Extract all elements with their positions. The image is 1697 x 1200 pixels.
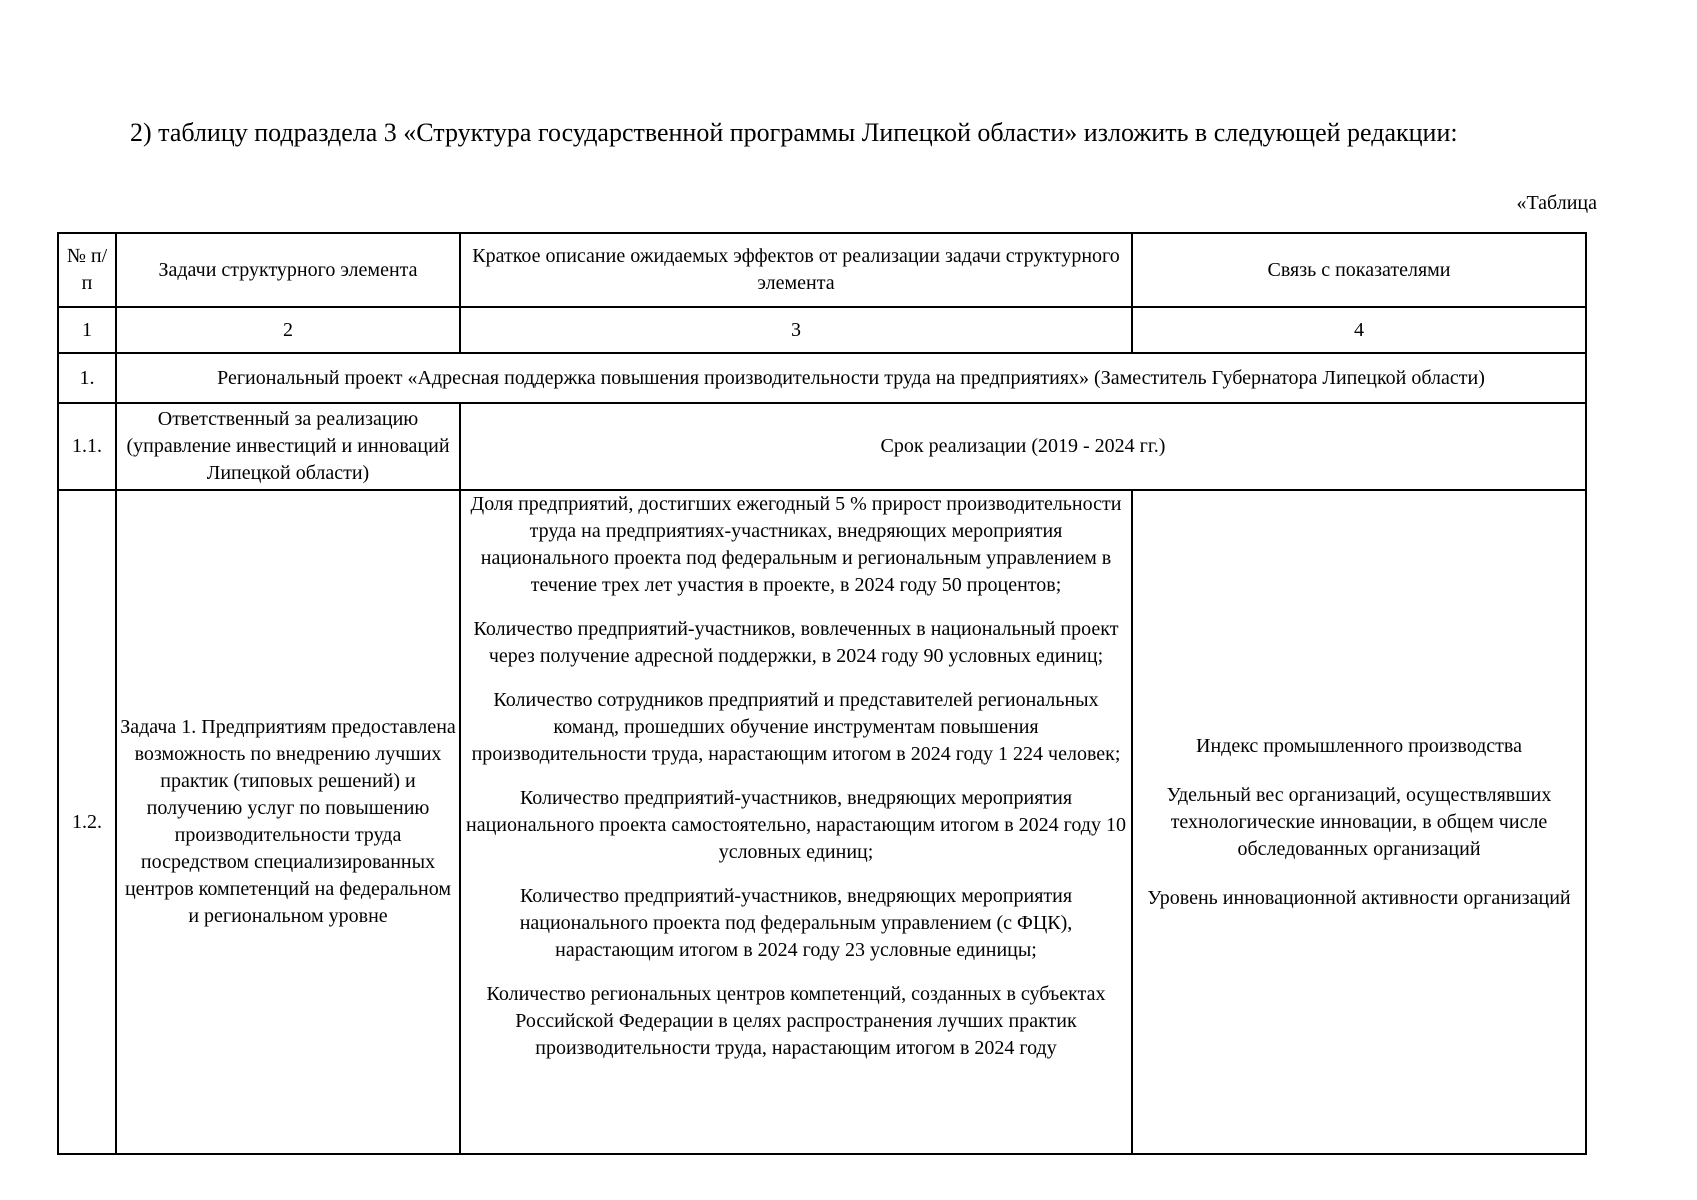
indicator: Индекс промышленного производства [1196,734,1522,757]
expected-effect: Количество предприятий-участников, внедряющих мероприятия национального проекта под федеральным управлением (с ФЦК), нарастающим итогом в 2024 году 23 условные единицы; [519,885,1073,961]
expected-effect: Количество предприятий-участников, внедряющих мероприятия национального проекта самостоятельно, нарастающим итогом в 2024 году 10 условных единиц; [466,787,1126,863]
column-number: 1 [58,307,116,353]
task-row [58,490,1586,1154]
indicators-cell [1132,490,1586,1154]
expected-effect: Доля предприятий, достигших ежегодный 5 % прирост производительности труда на предприятиях-участниках, внедряющих мероприятия национального проекта под федеральным и региональным управлением в течение трех лет участия в проекте, в 2024 году 50 процентов; [470,493,1122,596]
structure-table [57,232,1587,1155]
task-description: Задача 1. Предприятиям предоставлена возможность по внедрению лучших практик (типовых решений) и получению услуг по повышению производительности труда посредством специализированных центров компетенций на федеральном и региональном уровне [116,490,460,1154]
implementation-period: Срок реализации (2019 - 2024 гг.) [460,403,1586,490]
expected-effect: Количество сотрудников предприятий и представителей региональных команд, прошедших обучение инструментам повышения производительности труда, нарастающим итогом в 2024 году 1 224 человек; [471,689,1121,765]
column-number: 2 [116,307,460,353]
project-title: Региональный проект «Адресная поддержка повышения производительности труда на предприятиях» (Заместитель Губернатора Липецкой области) [116,353,1586,403]
task-num: 1.2. [58,490,116,1154]
header-num: № п/п [58,233,116,307]
header-row [58,233,1586,307]
responsible-row [58,403,1586,490]
table-label: «Таблица [1516,192,1597,214]
column-number: 4 [1132,307,1586,353]
indicator: Уровень инновационной активности организаций [1147,886,1571,909]
column-number: 3 [460,307,1132,353]
responsible-num: 1.1. [58,403,116,490]
expected-effects-cell [460,490,1132,1154]
header-indicators: Связь с показателями [1132,233,1586,307]
expected-effect: Количество предприятий-участников, вовлеченных в национальный проект через получение адресной поддержки, в 2024 году 90 условных единиц; [473,618,1119,667]
expected-effect: Количество региональных центров компетенций, созданных в субъектах Российской Федерации в целях распространения лучших практик производительности труда, нарастающим итогом в 2024 году [486,983,1106,1059]
project-row [58,353,1586,403]
project-num: 1. [58,353,116,403]
header-effects: Краткое описание ожидаемых эффектов от реализации задачи структурного элемента [460,233,1132,307]
intro-text: 2) таблицу подраздела 3 «Структура государственной программы Липецкой области» изложить в следующей редакции: [130,118,1458,147]
header-tasks: Задачи структурного элемента [116,233,460,307]
column-number-row [58,307,1586,353]
responsible-cell: Ответственный за реализацию (управление инвестиций и инноваций Липецкой области) [116,403,460,490]
indicator: Удельный вес организаций, осуществлявших технологические инновации, в общем числе обследованных организаций [1166,783,1552,860]
